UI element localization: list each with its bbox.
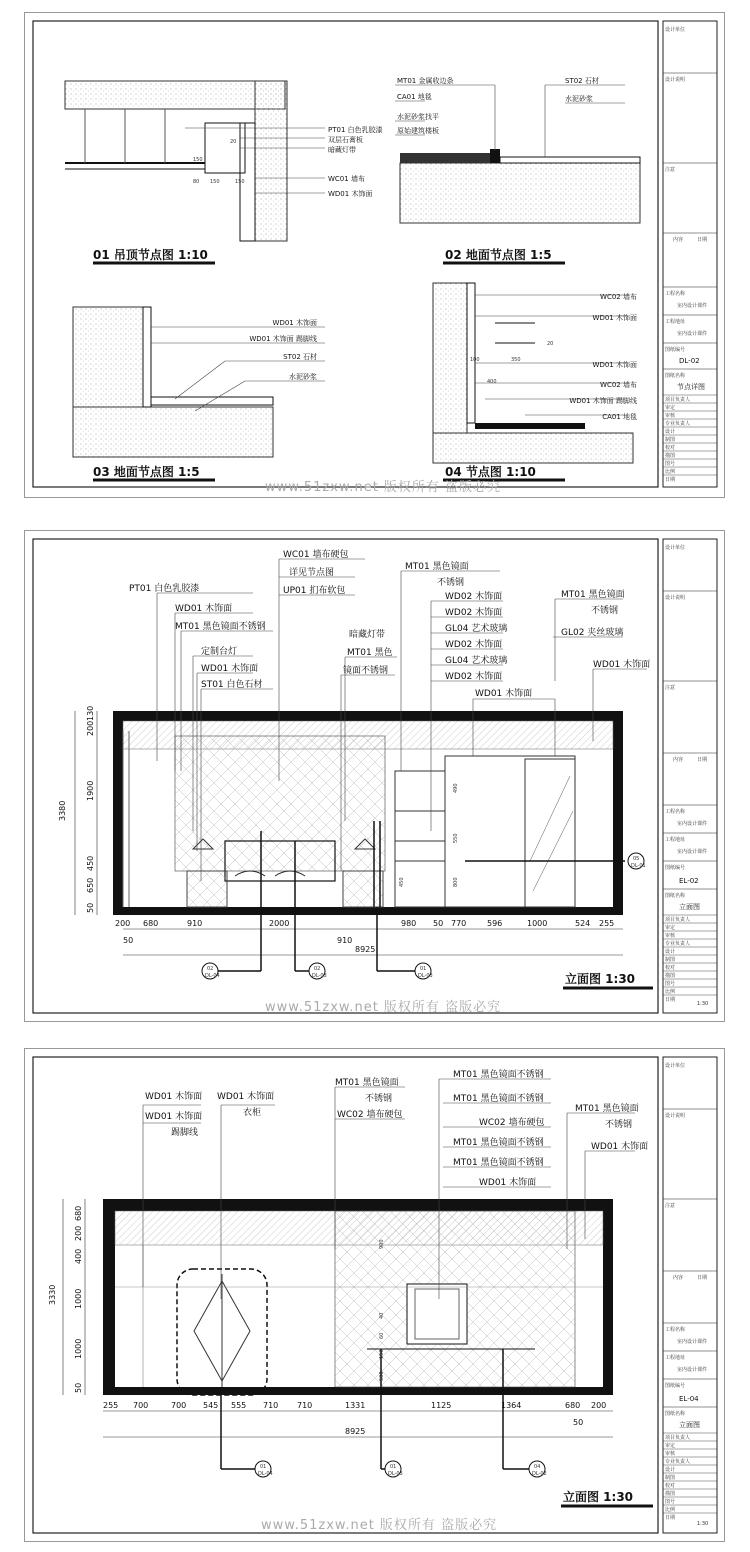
d4-label-2: WD01 木饰面: [592, 314, 637, 322]
s3hdims-4: 555: [231, 1401, 247, 1410]
s2-label-mt01a: MT01 黑色镜面不锈钢: [175, 622, 266, 632]
s3-htotal: 8925: [345, 1427, 366, 1436]
tb2-drawing-no: EL-02: [679, 877, 699, 885]
s2-label-mt01c1: MT01 黑色镜面: [405, 562, 469, 572]
tb3-scale: 1:30: [697, 1521, 709, 1527]
s3-label-wd01c2: 衣柜: [243, 1108, 262, 1118]
detail-03-floor: [73, 307, 325, 480]
d4-label-6: CA01 地毯: [602, 413, 637, 421]
d1-label-2: 双层石膏板: [328, 136, 363, 144]
s2-callout-0-s: DL-04: [205, 973, 220, 979]
d4-dim-4: 400: [487, 379, 497, 385]
s3-vtotal: 3330: [48, 1284, 57, 1305]
s2-hdim2-0: 50: [123, 936, 134, 945]
s2-label-mt01d1: MT01 黑色镜面: [561, 590, 625, 600]
tb1-th1: 日期: [697, 237, 708, 243]
s2-vdim-4: 650: [86, 877, 95, 893]
tb1-roles: [663, 395, 717, 483]
tb-role-6: 校对: [665, 965, 676, 971]
tb3-drawing-name: 立面图: [679, 1421, 700, 1429]
s2-label-pt01: PT01 白色乳胶漆: [129, 584, 200, 594]
d2-label-2: CA01 地毯: [397, 93, 432, 101]
tb2-drawing-name: 立面图: [679, 903, 700, 911]
tb1-notes: 设计说明: [665, 77, 686, 83]
s3-callout-2-n: 04: [534, 1464, 541, 1470]
tb-role-7: 描图: [665, 1491, 676, 1497]
s3-horizontal-dims: [103, 1401, 606, 1410]
tb2-pn: 室内设计课件: [677, 821, 708, 827]
d2-label-3: 水泥砂浆找平: [397, 113, 439, 121]
s3-callout-0-n: 01: [260, 1464, 267, 1470]
s3-niche: [407, 1284, 467, 1344]
s2hdims-2: 910: [187, 919, 203, 928]
s2hdims-0: 200: [115, 919, 131, 928]
d1-dim-5: 20: [230, 139, 237, 145]
tb1-pa-label: 工程地址: [665, 319, 686, 325]
d4-label-1: WC02 墙布: [600, 293, 637, 301]
tb3-drawing-no: EL-04: [679, 1395, 699, 1403]
s3-hdim2-0: 50: [573, 1418, 584, 1427]
d1-label-3: 暗藏灯带: [328, 146, 356, 154]
tb-role-1: 审定: [665, 405, 676, 411]
d1-dim-1: 150: [193, 157, 203, 163]
d2-label-5: ST02 石材: [565, 77, 599, 85]
watermark-1: www.51zxw.net 版权所有 盗版必究: [265, 480, 502, 495]
s3-label-wd01d: WD01 木饰面: [479, 1178, 537, 1188]
s2hdims-7: 596: [487, 919, 503, 928]
d1-label-1: PT01 白色乳胶漆: [328, 126, 383, 134]
s2-label-wd01b: WD01 木饰面: [201, 664, 259, 674]
s2-label-gl02: GL02 夹丝玻璃: [561, 628, 624, 638]
s3-inner-dim-3: 150: [379, 1349, 385, 1359]
s2-callout-1-n: 02: [314, 966, 321, 972]
sheet-1-drawing: [25, 13, 724, 497]
s2-label-hidden-light: 暗藏灯带: [349, 630, 386, 640]
s2-label-mt01b1: MT01 黑色: [347, 648, 393, 658]
s2-vertical-dims: [86, 706, 95, 913]
tb-role-3: 专业负责人: [665, 941, 691, 947]
d1-label-5: WD01 木饰面: [328, 190, 373, 198]
s3-inner-dim-4: 500: [379, 1371, 385, 1381]
tb1-pa: 室内设计课件: [677, 331, 708, 337]
tb1-dn-label: 图纸编号: [665, 347, 686, 353]
s2hdims-10: 255: [599, 919, 615, 928]
s3-vdim-4: 1000: [74, 1338, 83, 1359]
s2hdims-1: 680: [143, 919, 159, 928]
tb-role-6: 校对: [665, 445, 676, 451]
title-block-3: [663, 1057, 717, 1533]
s2-title: 立面图 1:30: [565, 972, 636, 986]
tb1-dname-label: 图纸名称: [665, 373, 686, 379]
s2-floor-slab: [113, 907, 623, 915]
drawing-sheet-2: [24, 530, 725, 1022]
s3-vdim-1: 200: [74, 1225, 83, 1241]
s2hdims-5: 50: [433, 919, 444, 928]
tb3-notes2: 注意: [665, 1203, 676, 1209]
s2-headboard-wall: [175, 736, 385, 871]
s3-label-mt01f2: 不锈钢: [605, 1120, 633, 1130]
d2-title: 02 地面节点图 1:5: [445, 248, 552, 262]
s3hdims-5: 710: [263, 1401, 279, 1410]
s2-vdim-3: 450: [86, 855, 95, 871]
s3-label-mt01c: MT01 黑色镜面不锈钢: [453, 1094, 544, 1104]
tb2-th0: 内容: [673, 757, 684, 763]
tb-role-10: 日期: [665, 477, 676, 483]
tb1-drawing-name: 节点详图: [677, 383, 705, 391]
s2-callout-3-n: 05: [633, 856, 640, 862]
tb3-notes: 设计说明: [665, 1113, 686, 1119]
d4-dim-1: 100: [470, 357, 480, 363]
s3-inner-dim-2: 60: [379, 1332, 385, 1339]
d4-label-5: WD01 木饰面 踢脚线: [569, 397, 637, 405]
s3-label-wd01b2: 踢脚线: [171, 1128, 199, 1138]
s2-label-mt01d2: 不锈钢: [591, 606, 619, 616]
s3-callout-0-s: DL-04: [258, 1471, 273, 1477]
tb3-pn: 室内设计课件: [677, 1339, 708, 1345]
s2-label-gl04a: GL04 艺术玻璃: [445, 624, 508, 634]
d3-label-1: WD01 木饰面: [272, 319, 317, 327]
s2hdims-4: 980: [401, 919, 417, 928]
s2-hdim2-1: 910: [337, 936, 353, 945]
s2-label-gl04b: GL04 艺术玻璃: [445, 656, 508, 666]
detail-02-floor: [395, 76, 640, 263]
tb-role-8: 图号: [665, 1499, 676, 1505]
s2-vdim-2: 1900: [86, 780, 95, 801]
tb-role-8: 图号: [665, 981, 676, 987]
d4-dim-2: 350: [511, 357, 521, 363]
s2-callout-0-n: 02: [207, 966, 214, 972]
drawing-sheet-3: [24, 1048, 725, 1542]
d1-dim-3: 150: [210, 179, 220, 185]
tb-role-9: 比例: [665, 469, 676, 475]
tb3-pa-label: 工程地址: [665, 1355, 686, 1361]
tb-role-7: 描图: [665, 973, 676, 979]
s2-label-wc01: WC01 墙布硬包: [283, 550, 349, 560]
tb3-pa: 室内设计课件: [677, 1367, 708, 1373]
d3-label-3: ST02 石材: [283, 353, 317, 361]
s3hdims-10: 680: [565, 1401, 581, 1410]
s2hdims-8: 1000: [527, 919, 548, 928]
tb-role-2: 审核: [665, 1451, 676, 1457]
s2-label-wd02c: WD02 木饰面: [445, 640, 503, 650]
tb2-pa: 室内设计课件: [677, 849, 708, 855]
detail-01-ceiling: [65, 81, 383, 263]
d4-label-3: WD01 木饰面: [592, 361, 637, 369]
d1-dim-2: 80: [193, 179, 200, 185]
s3-vdim-2: 400: [74, 1248, 83, 1264]
s3hdims-6: 710: [297, 1401, 313, 1410]
s2hdims-3: 2000: [269, 919, 290, 928]
sheet-2-drawing: [25, 531, 724, 1021]
d3-title: 03 地面节点图 1:5: [93, 465, 200, 479]
s3hdims-9: 1364: [501, 1401, 522, 1410]
s2-label-wd01d: WD01 木饰面: [593, 660, 651, 670]
tb3-company: 设计单位: [665, 1063, 686, 1069]
s3-labels: [145, 1068, 648, 1188]
s3-label-mt01a2: 不锈钢: [365, 1094, 393, 1104]
s2hdims-9: 524: [575, 919, 591, 928]
s2hdims-6: 770: [451, 919, 467, 928]
s2-labels: [129, 548, 650, 699]
watermark-3: www.51zxw.net 版权所有 盗版必究: [261, 1518, 498, 1533]
tb-role-7: 描图: [665, 453, 676, 459]
s3-vdim-0: 680: [74, 1205, 83, 1221]
d3-label-4: 水泥砂浆: [289, 373, 317, 381]
d4-dim-3: 20: [547, 341, 554, 347]
s2-label-st01: ST01 白色石材: [201, 680, 263, 690]
s3-vdim-5: 50: [74, 1382, 83, 1393]
tb3-pn-label: 工程名称: [665, 1327, 686, 1333]
tb-role-3: 专业负责人: [665, 421, 691, 427]
s2-horizontal-dims: [115, 919, 614, 928]
s3-label-wd01b1: WD01 木饰面: [145, 1112, 203, 1122]
s3-label-wc02a: WC02 墙布硬包: [337, 1110, 403, 1120]
s2-label-wd01c: WD01 木饰面: [475, 689, 533, 699]
tb2-scale: 1:30: [697, 1001, 709, 1007]
s3-vdim-3: 1000: [74, 1288, 83, 1309]
s2-inner-dim-0: 490: [453, 783, 459, 793]
tb2-notes2: 注意: [665, 685, 676, 691]
tb-role-0: 项目负责人: [665, 1435, 691, 1441]
tb2-pa-label: 工程地址: [665, 837, 686, 843]
tb-role-0: 项目负责人: [665, 917, 691, 923]
s3hdims-2: 700: [171, 1401, 187, 1410]
tb-role-10: 日期: [665, 1515, 676, 1521]
tb3-dn-label: 图纸编号: [665, 1383, 686, 1389]
s2-vdim-0: 130: [86, 705, 95, 721]
d4-label-4: WC02 墙布: [600, 381, 637, 389]
s3-inner-dim-0: 900: [379, 1239, 385, 1249]
tb-role-4: 设计: [665, 949, 676, 955]
s3-label-mt01b: MT01 黑色镜面不锈钢: [453, 1070, 544, 1080]
tb2-pn-label: 工程名称: [665, 809, 686, 815]
s2-callout-2-n: 01: [420, 966, 427, 972]
tb-role-5: 制图: [665, 1475, 676, 1481]
tb2-notes: 设计说明: [665, 595, 686, 601]
s3-inner-dim-1: 40: [379, 1312, 385, 1319]
s3-label-mt01e: MT01 黑色镜面不锈钢: [453, 1158, 544, 1168]
s3-label-mt01a1: MT01 黑色镜面: [335, 1078, 399, 1088]
drawing-sheet-1: [24, 12, 725, 498]
s2-label-lamp: 定制台灯: [201, 647, 238, 657]
tb-role-9: 比例: [665, 989, 676, 995]
sheet-3-drawing: [25, 1049, 724, 1541]
tb3-dname-label: 图纸名称: [665, 1411, 686, 1417]
s3-label-wd01e: WD01 木饰面: [591, 1142, 649, 1152]
tb1-pn: 室内设计课件: [677, 303, 708, 309]
tb1-company: 设计单位: [665, 27, 686, 33]
tb2-company: 设计单位: [665, 545, 686, 551]
s2-inner-dim-2: 800: [453, 877, 459, 887]
s3hdims-8: 1125: [431, 1401, 452, 1410]
tb-role-1: 审定: [665, 1443, 676, 1449]
tb-role-4: 设计: [665, 1467, 676, 1473]
s2-label-wd01a: WD01 木饰面: [175, 604, 233, 614]
s2-inner-dims: [399, 783, 459, 887]
d3-label-2: WD01 木饰面 踢脚线: [249, 335, 317, 343]
tb2-roles: [663, 915, 717, 1003]
tb3-roles: [663, 1433, 717, 1521]
tb-role-1: 审定: [665, 925, 676, 931]
s2-vdim-5: 50: [86, 902, 95, 913]
d4-title: 04 节点图 1:10: [445, 465, 536, 479]
s3hdims-1: 700: [133, 1401, 149, 1410]
s3hdims-3: 545: [203, 1401, 219, 1410]
tb3-th1: 日期: [697, 1275, 708, 1281]
s3-callout-1-s: DL-03: [388, 1471, 403, 1477]
s2-callout-1-s: DL-03: [312, 973, 327, 979]
s3-label-wc02b: WC02 墙布硬包: [479, 1118, 545, 1128]
tb1-th0: 内容: [673, 237, 684, 243]
s2-callout-3-s: DL-01: [631, 863, 646, 869]
tb3-th0: 内容: [673, 1275, 684, 1281]
s3-label-wd01c1: WD01 木饰面: [217, 1092, 275, 1102]
d1-label-4: WC01 墙布: [328, 175, 365, 183]
s3-label-mt01d: MT01 黑色镜面不锈钢: [453, 1138, 544, 1148]
d2-label-4: 原始建筑楼板: [397, 127, 439, 135]
s2-label-detail: 详见节点图: [289, 568, 335, 578]
title-block-1: [663, 21, 717, 487]
s2-label-wd02d: WD02 木饰面: [445, 672, 503, 682]
detail-04: [433, 283, 637, 480]
s3-ceiling-slab: [103, 1199, 613, 1211]
s2-inner-dim-3: 450: [399, 877, 405, 887]
s3hdims-0: 255: [103, 1401, 119, 1410]
tb-role-2: 审核: [665, 413, 676, 419]
s2-vdim-1: 200: [86, 720, 95, 736]
tb2-dn-label: 图纸编号: [665, 865, 686, 871]
s3-vertical-dims: [74, 1206, 83, 1393]
s3-callout-2-s: DL-02: [532, 1471, 547, 1477]
s3hdims-11: 200: [591, 1401, 607, 1410]
s2-label-up01: UP01 扪布软包: [283, 586, 346, 596]
tb2-th1: 日期: [697, 757, 708, 763]
d1-title: 01 吊顶节点图 1:10: [93, 248, 208, 262]
tb-role-3: 专业负责人: [665, 1459, 691, 1465]
tb2-dname-label: 图纸名称: [665, 893, 686, 899]
s3-title: 立面图 1:30: [563, 1490, 634, 1504]
tb-role-8: 图号: [665, 461, 676, 467]
tb1-drawing-no: DL-02: [679, 357, 700, 365]
s3-label-wd01a: WD01 木饰面: [145, 1092, 203, 1102]
tb-role-0: 项目负责人: [665, 397, 691, 403]
tb-role-2: 审核: [665, 933, 676, 939]
s2-inner-dim-1: 550: [453, 833, 459, 843]
s2-vtotal: 3380: [58, 800, 67, 821]
s2-label-mt01c2: 不锈钢: [437, 578, 465, 588]
tb-role-4: 设计: [665, 429, 676, 435]
s2-label-wd02b: WD02 木饰面: [445, 608, 503, 618]
d1-dim-4: 150: [235, 179, 245, 185]
tb-role-10: 日期: [665, 997, 676, 1003]
s2-ceiling-slab: [113, 711, 623, 721]
d2-label-6: 水泥砂浆: [565, 95, 593, 103]
tb-role-9: 比例: [665, 1507, 676, 1513]
tb1-notes2: 注意: [665, 167, 676, 173]
tb1-pn-label: 工程名称: [665, 291, 686, 297]
tb-role-5: 制图: [665, 957, 676, 963]
s2-callout-2-s: DL-03: [418, 973, 433, 979]
watermark-2: www.51zxw.net 版权所有 盗版必究: [265, 1000, 502, 1015]
title-block-2: [663, 539, 717, 1013]
s3-label-mt01f1: MT01 黑色镜面: [575, 1104, 639, 1114]
tb-role-5: 制图: [665, 437, 676, 443]
s2-label-mt01b2: 镜面不锈钢: [343, 666, 389, 676]
s3-callout-1-n: 01: [390, 1464, 397, 1470]
s2-label-wd02a: WD02 木饰面: [445, 592, 503, 602]
s2-htotal: 8925: [355, 945, 376, 954]
tb-role-6: 校对: [665, 1483, 676, 1489]
s3hdims-7: 1331: [345, 1401, 366, 1410]
d2-label-1: MT01 金属收边条: [397, 77, 454, 85]
